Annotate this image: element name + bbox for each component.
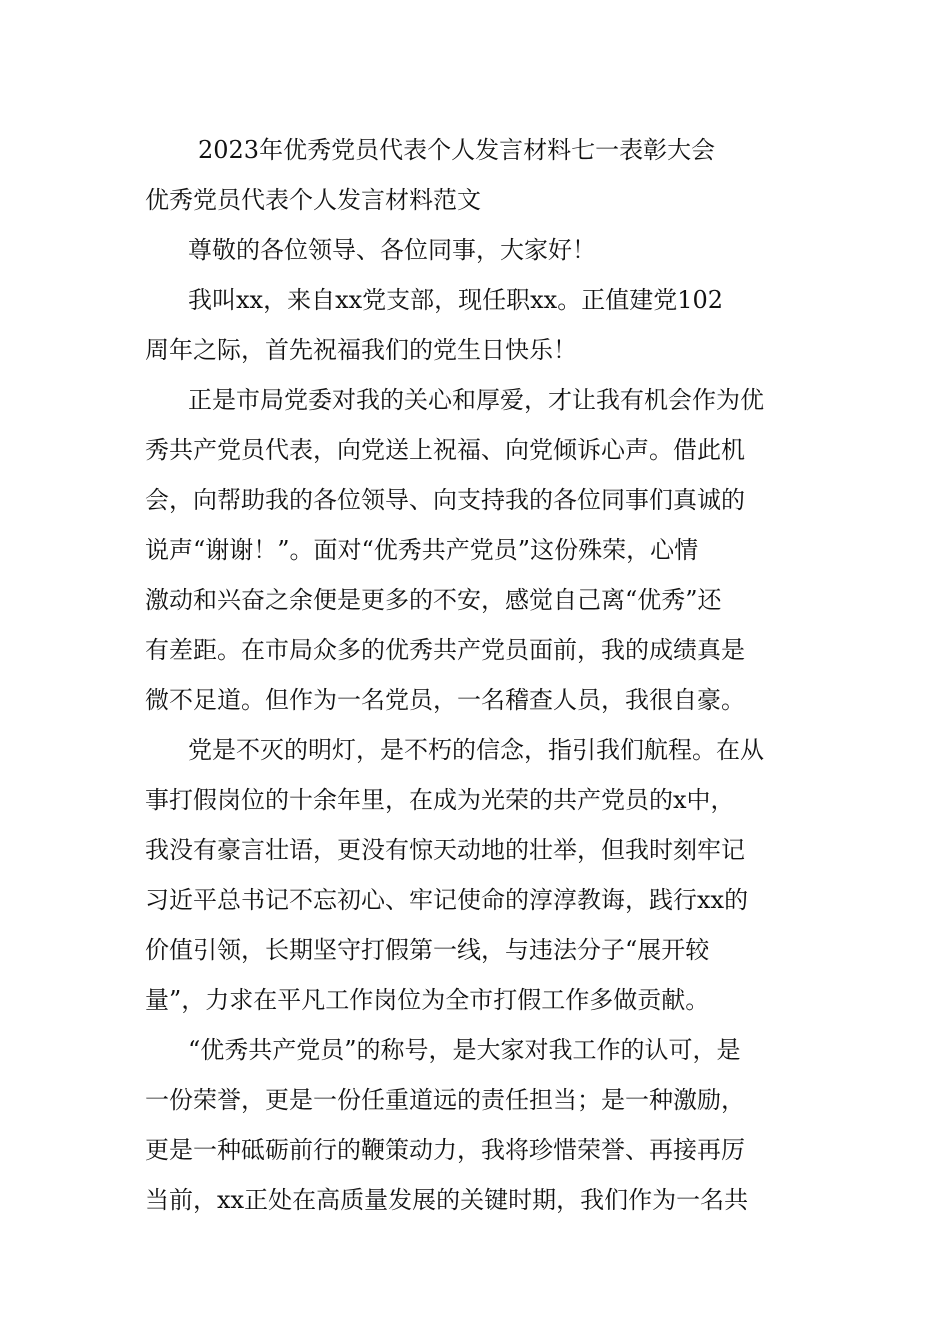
text-line: 价值引领，长期坚守打假第一线，与违法分子“展开较 (145, 936, 710, 964)
text-line: 微不足道。但作为一名党员，一名稽查人员，我很自豪。 (145, 686, 745, 714)
text-line: 党是不灭的明灯，是不朽的信念，指引我们航程。在从 (188, 736, 764, 764)
document-subtitle: 优秀党员代表个人发言材料范文 (145, 186, 481, 214)
text-line: 激动和兴奋之余便是更多的不安，感觉自己离“优秀”还 (145, 586, 722, 614)
text-line: 我没有豪言壮语，更没有惊天动地的壮举，但我时刻牢记 (145, 836, 745, 864)
text-line: 有差距。在市局众多的优秀共产党员面前，我的成绩真是 (145, 636, 745, 664)
text-line: 尊敬的各位领导、各位同事，大家好！ (188, 236, 596, 264)
text-line: 我叫xx，来自xx党支部，现任职xx。正值建党102 (188, 286, 724, 314)
document-title: 2023年优秀党员代表个人发言材料七一表彰大会 (198, 136, 716, 164)
text-line: 量”，力求在平凡工作岗位为全市打假工作多做贡献。 (145, 986, 710, 1014)
text-line: 更是一种砥砺前行的鞭策动力，我将珍惜荣誉、再接再厉 (145, 1136, 745, 1164)
text-line: “优秀共产党员”的称号，是大家对我工作的认可，是 (188, 1036, 741, 1064)
text-line: 周年之际，首先祝福我们的党生日快乐！ (145, 336, 577, 364)
text-line: 一份荣誉，更是一份任重道远的责任担当；是一种激励， (145, 1086, 745, 1114)
text-line: 习近平总书记不忘初心、牢记使命的淳淳教诲，践行xx的 (145, 886, 749, 914)
text-line: 事打假岗位的十余年里，在成为光荣的共产党员的x中， (145, 786, 735, 814)
text-line: 秀共产党员代表，向党送上祝福、向党倾诉心声。借此机 (145, 436, 745, 464)
text-line: 说声“谢谢！”。面对“优秀共产党员”这份殊荣，心情 (145, 536, 699, 564)
text-line: 当前，xx正处在高质量发展的关键时期，我们作为一名共 (145, 1186, 749, 1214)
text-line: 正是市局党委对我的关心和厚爱，才让我有机会作为优 (188, 386, 764, 414)
text-line: 会，向帮助我的各位领导、向支持我的各位同事们真诚的 (145, 486, 745, 514)
